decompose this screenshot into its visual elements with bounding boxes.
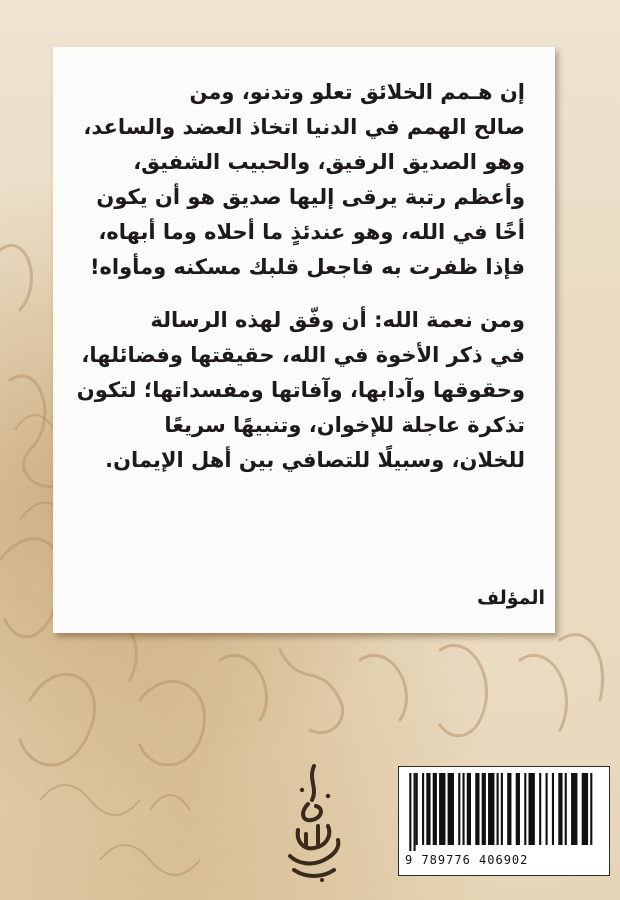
barcode-bar xyxy=(439,773,445,845)
text-panel xyxy=(53,47,555,633)
barcode-bars xyxy=(405,773,603,851)
barcode-bar xyxy=(416,773,418,845)
barcode-bar xyxy=(558,773,562,845)
barcode-bar xyxy=(539,773,541,845)
barcode-bar xyxy=(422,773,424,845)
barcode-guard-bar xyxy=(409,773,411,851)
barcode-bar xyxy=(433,773,437,845)
barcode-bar xyxy=(516,773,520,845)
text-line: تذكرة عاجلة للإخوان، وتنبيهًا سريعًا xyxy=(164,413,525,437)
barcode-bar xyxy=(501,773,503,845)
author-label: المؤلف xyxy=(476,587,545,609)
text-line: في ذكر الأخوة في الله، حقيقتها وفضائلها، xyxy=(81,343,525,367)
barcode-bar xyxy=(507,773,511,845)
barcode-bar xyxy=(458,773,460,845)
text-line: للخلان، وسبيلًا للتصافي بين أهل الإيمان. xyxy=(105,448,525,472)
barcode-bar xyxy=(546,773,548,845)
text-line: وأعظم رتبة يرقى إليها صديق هو أن يكون xyxy=(96,185,525,209)
barcode-bar xyxy=(462,773,464,845)
text-line: أخًا في الله، وهو عندئذٍ ما أحلاه وما أبهاه، xyxy=(98,220,525,244)
barcode-bar xyxy=(475,773,479,845)
text-line: صالح الهمم في الدنيا اتخاذ العضد والساعد، xyxy=(83,115,525,139)
barcode-bar xyxy=(590,773,592,845)
barcode-bar xyxy=(448,773,454,845)
isbn-number: 9 789776 406902 xyxy=(405,853,529,867)
barcode-bar xyxy=(528,773,534,845)
barcode-bar xyxy=(497,773,499,845)
text-line: ومن نعمة الله: أن وفّق لهذه الرسالة xyxy=(150,308,525,332)
barcode-bar xyxy=(565,773,567,845)
barcode-bar xyxy=(582,773,588,845)
text-line: وحقوقها وآدابها، وآفاتها ومفسداتها؛ لتكون xyxy=(76,378,525,402)
body-text xyxy=(76,75,525,478)
text-line: إن هـمم الخلائق تعلو وتدنو، ومن xyxy=(189,80,525,104)
barcode-guard-bar xyxy=(414,773,416,851)
paragraph-1 xyxy=(85,75,525,285)
barcode-bar xyxy=(426,773,430,845)
barcode xyxy=(398,766,610,876)
barcode-bar xyxy=(571,773,577,845)
publisher-calligraphy-logo-icon xyxy=(278,760,350,888)
barcode-bar xyxy=(524,773,526,845)
text-line: وهو الصديق الرفيق، والحبيب الشفيق، xyxy=(133,150,525,174)
paragraph-2 xyxy=(76,303,525,478)
text-line: فإذا ظفرت به فاجعل قلبك مسكنه ومأواه! xyxy=(89,255,525,279)
barcode-bar xyxy=(488,773,494,845)
barcode-bar xyxy=(467,773,471,845)
barcode-bar xyxy=(552,773,554,845)
barcode-bar xyxy=(482,773,486,845)
